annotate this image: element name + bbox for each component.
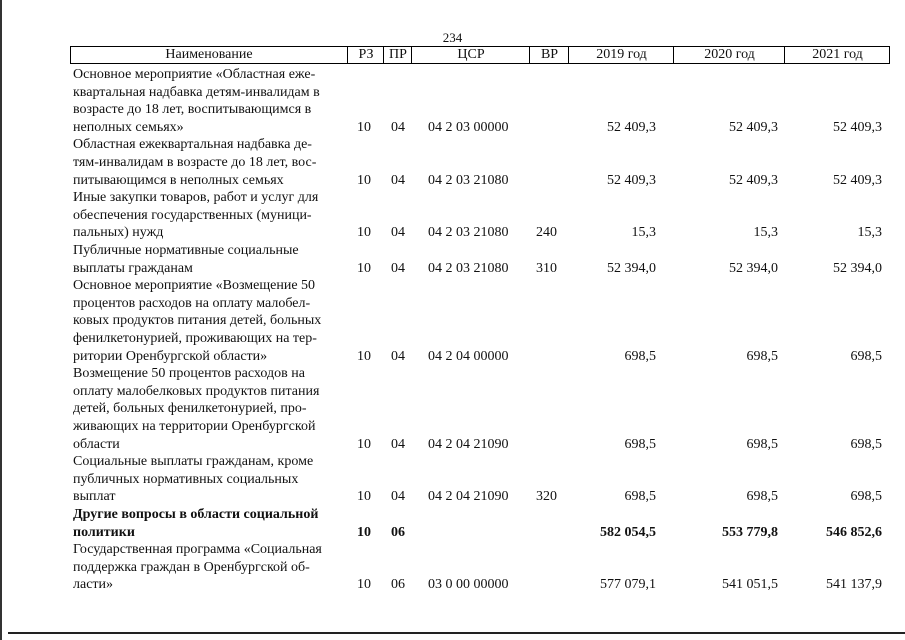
row-rz: 10 (357, 577, 371, 593)
row-2021: 698,5 (850, 348, 882, 364)
row-2019: 52 409,3 (607, 172, 656, 188)
table-row (0, 136, 905, 189)
row-2019: 698,5 (624, 348, 656, 364)
row-pr: 04 (391, 225, 405, 241)
row-pr: 04 (391, 436, 405, 452)
table-row (0, 66, 905, 136)
row-csr: 04 2 03 21080 (428, 260, 509, 276)
row-2020: 553 779,8 (722, 524, 778, 540)
row-name: Иные закупки товаров, работ и услуг для обеспечения государственных (муници- пальных) нужд (73, 190, 319, 241)
row-2020: 541 051,5 (722, 577, 778, 593)
row-rz: 10 (357, 489, 371, 505)
row-pr: 04 (391, 489, 405, 505)
row-pr: 04 (391, 119, 405, 135)
row-name: Государственная программа «Социальная поддержка граждан в Оренбургской об- ласти» (73, 542, 322, 593)
row-name: Другие вопросы в области социальной политики (73, 507, 319, 540)
row-2019: 582 054,5 (600, 524, 656, 540)
row-name: Возмещение 50 процентов расходов на оплату малобелковых продуктов питания детей, больных фенилкетонурией, про- живающих на территории Оренбургской области (73, 366, 320, 452)
table-row (0, 189, 905, 242)
row-2019: 698,5 (624, 436, 656, 452)
row-2021: 546 852,6 (826, 524, 882, 540)
table-row (0, 365, 905, 453)
row-csr: 04 2 04 21090 (428, 436, 509, 452)
table-row (0, 277, 905, 365)
header-2019: 2019 год (568, 47, 674, 63)
row-2021: 541 137,9 (826, 577, 882, 593)
row-pr: 04 (391, 260, 405, 276)
header-rz: РЗ (347, 47, 384, 63)
row-name: Основное мероприятие «Возмещение 50 процентов расходов на оплату малобел- ковых продуктов питания детей, больных фенилкетонурией, проживающих на тер- ритории Оренбургской области» (73, 278, 322, 364)
row-vr: 240 (536, 225, 557, 241)
row-2019: 698,5 (624, 489, 656, 505)
row-2020: 15,3 (753, 225, 778, 241)
row-rz: 10 (357, 436, 371, 452)
row-vr: 310 (536, 260, 557, 276)
row-pr: 06 (391, 524, 405, 540)
row-csr: 04 2 03 21080 (428, 172, 509, 188)
table-header (70, 46, 890, 64)
row-rz: 10 (357, 260, 371, 276)
page-number: 234 (442, 30, 463, 45)
row-2021: 15,3 (857, 225, 882, 241)
row-2021: 698,5 (850, 436, 882, 452)
row-2020: 52 409,3 (729, 119, 778, 135)
row-rz: 10 (357, 348, 371, 364)
header-csr: ЦСР (411, 47, 530, 63)
row-csr: 04 2 04 00000 (428, 348, 509, 364)
row-2020: 698,5 (746, 489, 778, 505)
row-vr: 320 (536, 489, 557, 505)
row-pr: 04 (391, 348, 405, 364)
row-csr: 03 0 00 00000 (428, 577, 509, 593)
row-2021: 698,5 (850, 489, 882, 505)
row-2021: 52 409,3 (833, 119, 882, 135)
table-row (0, 242, 905, 277)
header-2021: 2021 год (784, 47, 890, 63)
row-2019: 577 079,1 (600, 577, 656, 593)
row-2019: 52 409,3 (607, 119, 656, 135)
row-rz: 10 (357, 225, 371, 241)
row-2021: 52 409,3 (833, 172, 882, 188)
row-2019: 15,3 (631, 225, 656, 241)
row-name: Социальные выплаты гражданам, кроме публичных нормативных социальных выплат (73, 454, 314, 505)
row-2020: 52 409,3 (729, 172, 778, 188)
table-row (0, 453, 905, 506)
row-name: Областная ежеквартальная надбавка де- тям-инвалидам в возрасте до 18 лет, вос- питывающимся в неполных семьях (73, 137, 317, 188)
row-name: Основное мероприятие «Областная еже- квартальная надбавка детям-инвалидам в возрасте до 18 лет, воспитывающимся в неполных семьях» (73, 67, 320, 135)
header-pr: ПР (383, 47, 412, 63)
table-row (0, 541, 905, 594)
scan-bottom-edge (8, 632, 905, 634)
row-name: Публичные нормативные социальные выплаты гражданам (73, 243, 299, 276)
row-2019: 52 394,0 (607, 260, 656, 276)
row-pr: 04 (391, 172, 405, 188)
header-vr: ВР (529, 47, 569, 63)
row-2020: 698,5 (746, 348, 778, 364)
row-2021: 52 394,0 (833, 260, 882, 276)
table-row (0, 506, 905, 541)
row-csr: 04 2 03 21080 (428, 225, 509, 241)
row-rz: 10 (357, 119, 371, 135)
row-pr: 06 (391, 577, 405, 593)
row-2020: 698,5 (746, 436, 778, 452)
row-2020: 52 394,0 (729, 260, 778, 276)
row-csr: 04 2 04 21090 (428, 489, 509, 505)
row-rz: 10 (357, 524, 371, 540)
header-name: Наименование (165, 47, 253, 62)
row-csr: 04 2 03 00000 (428, 119, 509, 135)
row-rz: 10 (357, 172, 371, 188)
header-2020: 2020 год (673, 47, 785, 63)
